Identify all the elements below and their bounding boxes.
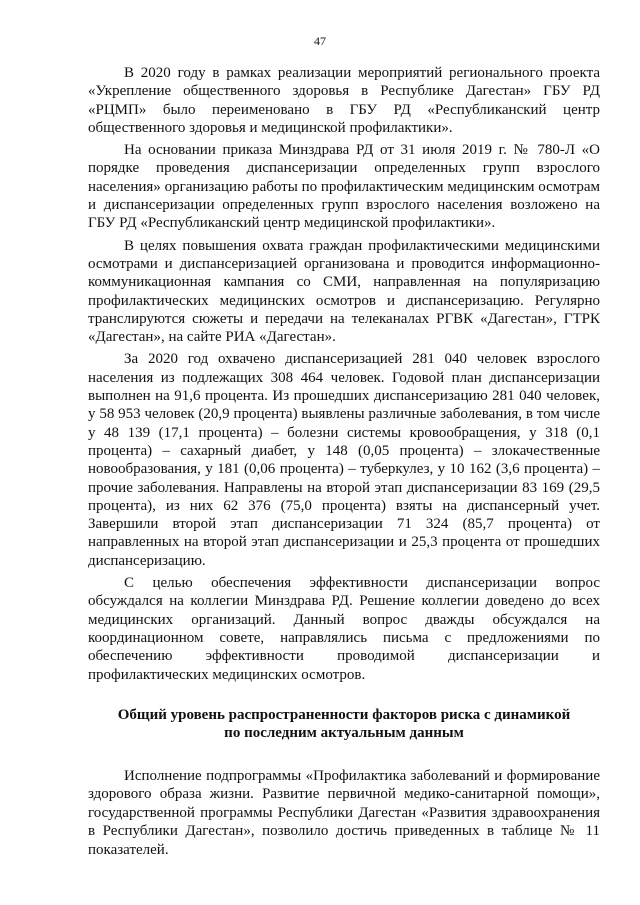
paragraph-media-campaign: В целях повышения охвата граждан профилактическими медицинскими осмотрами и диспансеризацией организована и проводится информационно-коммуникационная кампания со СМИ, направленная на популяризацию профилактических медицинских осмотров и диспансеризацию. Регулярно транслируются сюжеты и передачи на телеканалах РГВК «Дагестан», ГТРК «Дагестан», на сайте РИА «Дагестан». [88,237,600,346]
section-heading-line-2: по последним актуальным данным [224,725,464,742]
section-heading [88,706,600,743]
paragraph-rename-center: В 2020 году в рамках реализации мероприятий регионального проекта «Укрепление общественного здоровья в Республике Дагестан» ГБУ РД «РЦМП» было переименовано в ГБУ РД «Республиканский центр общественного здоровья и медицинской профилактики». [88,65,600,136]
paragraph-subprogram: Исполнение подпрограммы «Профилактика заболеваний и формирование здорового образа жизни. Развитие первичной медико-санитарной помощи», государственной программы Республики Дагестан «Развития здравоохранения в Республики Дагестан», позволило достичь приведенных в таблице № 11 показателей. [88,767,600,858]
paragraph-order-780: На основании приказа Минздрава РД от 31 июля 2019 г. № 780-Л «О порядке проведения диспансеризации определенных групп взрослого населения» организацию работы по профилактическим медицинским осмотрам и диспансеризации определенных групп взрослого населения возложено на ГБУ РД «Республиканский центр медицинской профилактики». [88,142,600,232]
document-body [88,64,600,859]
paragraph-statistics-2020: За 2020 год охвачено диспансеризацией 281 040 человек взрослого населения из подлежащих 308 464 человек. Годовой план диспансеризации выполнен на 91,6 процента. Из прошедших диспансеризацию 281 040 человек, у 58 953 человек (20,9 процента) выявлены различные заболевания, в том числе у 48 139 (17,1 процента) – болезни системы кровообращения, у 318 (0,1 процента) – сахарный диабет, у 148 (0,05 процента) – злокачественные новообразования, у 181 (0,06 процента) – туберкулез, у 10 162 (3,6 процента) – прочие заболевания. Направлены на второй этап диспансеризации 83 169 (29,5 процента), из них 62 376 (75,0 процента) взяты на диспансерный учет. Завершили второй этап диспансеризации 71 324 (85,7 процента) от направленных на второй этап диспансеризации и 25,3 процента от прошедших диспансеризацию. [88,351,600,569]
section-heading-line-1: Общий уровень распространенности факторов риска с динамикой [117,706,571,723]
page-number: 47 [314,34,326,48]
paragraph-collegium: С целью обеспечения эффективности диспансеризации вопрос обсуждался на коллегии Минздрава РД. Решение коллегии доведено до всех медицинских организаций. Данный вопрос дважды обсуждался на координационном совете, направлялись письма с предложениями по обеспечению эффективности проводимой диспансеризации и профилактических медицинских осмотров. [88,575,600,683]
